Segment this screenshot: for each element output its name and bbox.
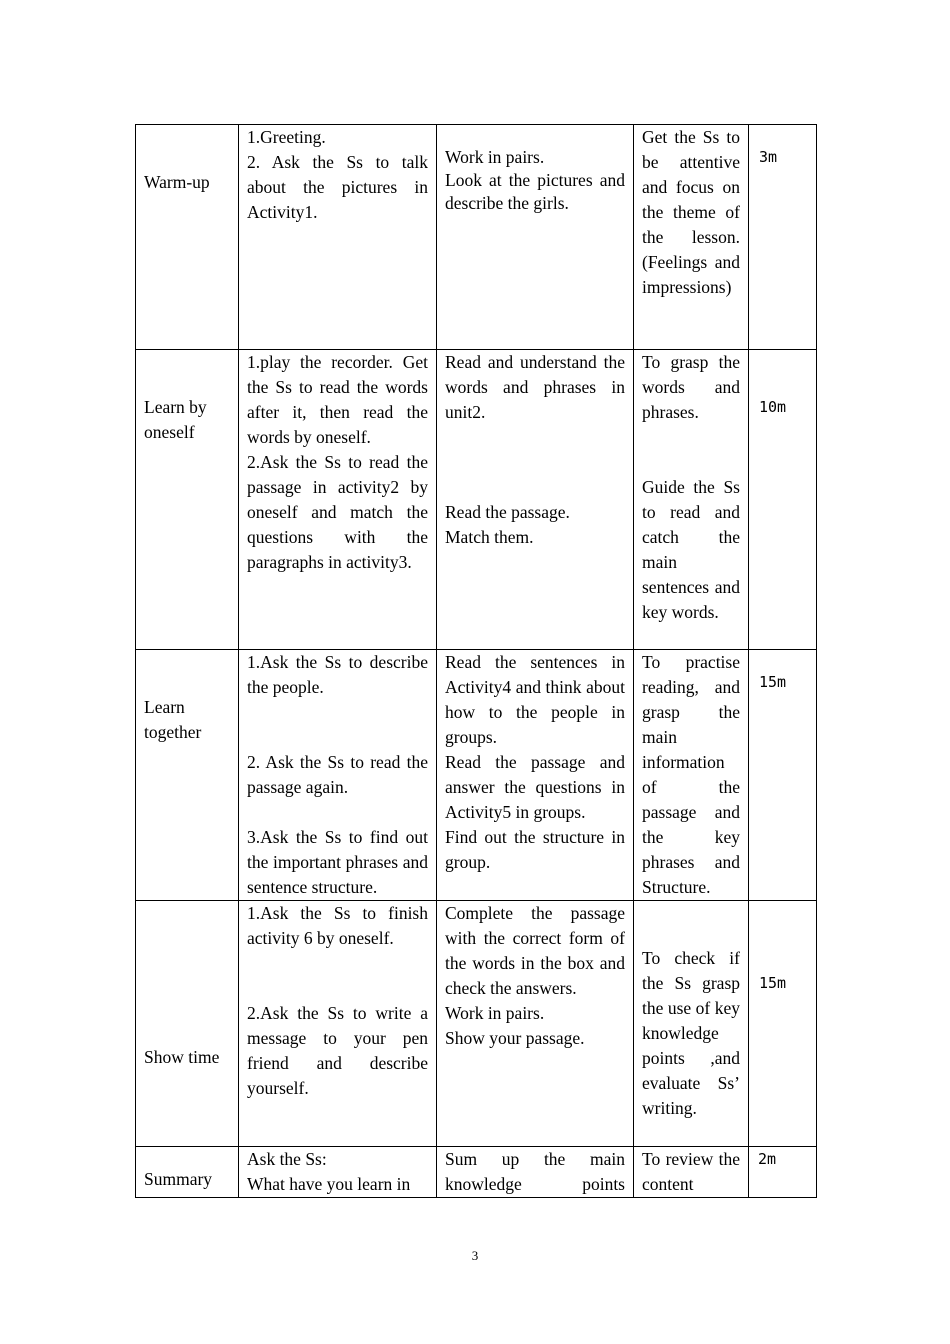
student-step: Show your passage.	[445, 1028, 585, 1048]
stage-label: Learn together	[144, 697, 202, 742]
purpose-cell	[634, 350, 749, 650]
purpose-cell	[634, 901, 749, 1147]
purpose-cell	[634, 650, 749, 901]
purpose-text: To grasp the words and phrases.	[642, 352, 740, 422]
stage-label: Warm-up	[144, 172, 210, 192]
time-cell	[749, 901, 817, 1147]
teacher-activity-cell	[239, 1147, 437, 1198]
student-activity-cell	[437, 901, 634, 1147]
teacher-activity-cell	[239, 350, 437, 650]
time-value: 10m	[759, 398, 787, 416]
page-number: 3	[471, 1248, 479, 1263]
student-step: Complete the passage with the correct form of the words in the box and check the answers.	[445, 903, 625, 998]
student-step: Sum up the main knowledge points	[445, 1149, 625, 1194]
purpose-cell	[634, 125, 749, 350]
student-step: Read the passage and answer the questions in Activity5 in groups.	[445, 752, 625, 822]
student-activity-cell	[437, 125, 634, 350]
teacher-step: 1.Greeting.	[247, 127, 326, 147]
stage-label: Summary	[144, 1169, 213, 1189]
purpose-text: To practise reading, and grasp the main information of the passage and the key phrases and Structure.	[642, 652, 740, 897]
table-row	[136, 125, 817, 350]
student-activity-cell	[437, 650, 634, 901]
teacher-step: 2.Ask the Ss to read the passage in activity2 by oneself and match the questions with the paragraphs in activity3.	[247, 452, 428, 572]
stage-cell	[136, 901, 239, 1147]
time-value: 15m	[759, 673, 787, 691]
purpose-cell	[634, 1147, 749, 1198]
lesson-plan-table	[135, 124, 817, 1198]
teacher-step: 2.Ask the Ss to write a message to your pen friend and describe yourself.	[247, 1003, 428, 1098]
stage-label: Learn by oneself	[144, 397, 207, 442]
student-step: Read and understand the words and phrases in unit2.	[445, 352, 625, 422]
teacher-step: 1.Ask the Ss to finish activity 6 by oneself.	[247, 903, 428, 948]
teacher-step: 1.Ask the Ss to describe the people.	[247, 652, 428, 697]
teacher-activity-cell	[239, 901, 437, 1147]
table-row	[136, 1147, 817, 1198]
student-step: Work in pairs.	[445, 147, 545, 167]
time-cell	[749, 125, 817, 350]
student-step: Read the sentences in Activity4 and think about how to the people in groups.	[445, 652, 625, 747]
time-cell	[749, 650, 817, 901]
student-step: Work in pairs.	[445, 1003, 545, 1023]
stage-cell	[136, 125, 239, 350]
teacher-activity-cell	[239, 650, 437, 901]
teacher-step: What have you learn in	[247, 1174, 411, 1194]
time-value: 15m	[759, 974, 787, 992]
student-activity-cell	[437, 1147, 634, 1198]
teacher-step: Ask the Ss:	[247, 1149, 327, 1169]
table-row	[136, 901, 817, 1147]
teacher-step: 1.play the recorder. Get the Ss to read the words after it, then read the words by oneself.	[247, 352, 428, 447]
time-value: 3m	[759, 148, 778, 166]
student-step: Read the passage.	[445, 502, 570, 522]
time-cell	[749, 1147, 817, 1198]
table-row	[136, 650, 817, 901]
teacher-step: 3.Ask the Ss to find out the important phrases and sentence structure.	[247, 827, 428, 897]
stage-label: Show time	[144, 1047, 220, 1067]
purpose-text: To check if the Ss grasp the use of key knowledge points ,and evaluate Ss’ writing.	[642, 948, 740, 1118]
student-step: Look at the pictures and describe the girls.	[445, 170, 625, 213]
student-step: Find out the structure in group.	[445, 827, 625, 872]
student-activity-cell	[437, 350, 634, 650]
time-cell	[749, 350, 817, 650]
teacher-step: 2. Ask the Ss to talk about the pictures in Activity1.	[247, 152, 428, 222]
purpose-text: Guide the Ss to read and catch the main sentences and key words.	[642, 477, 740, 622]
stage-cell	[136, 1147, 239, 1198]
purpose-text: To review the content	[642, 1149, 740, 1194]
stage-cell	[136, 650, 239, 901]
purpose-text: Get the Ss to be attentive and focus on the theme of the lesson. (Feelings and impressions)	[642, 127, 740, 297]
teacher-activity-cell	[239, 125, 437, 350]
stage-cell	[136, 350, 239, 650]
time-value: 2m	[758, 1150, 777, 1168]
teacher-step: 2. Ask the Ss to read the passage again.	[247, 752, 428, 797]
table-row	[136, 350, 817, 650]
student-step: Match them.	[445, 527, 534, 547]
